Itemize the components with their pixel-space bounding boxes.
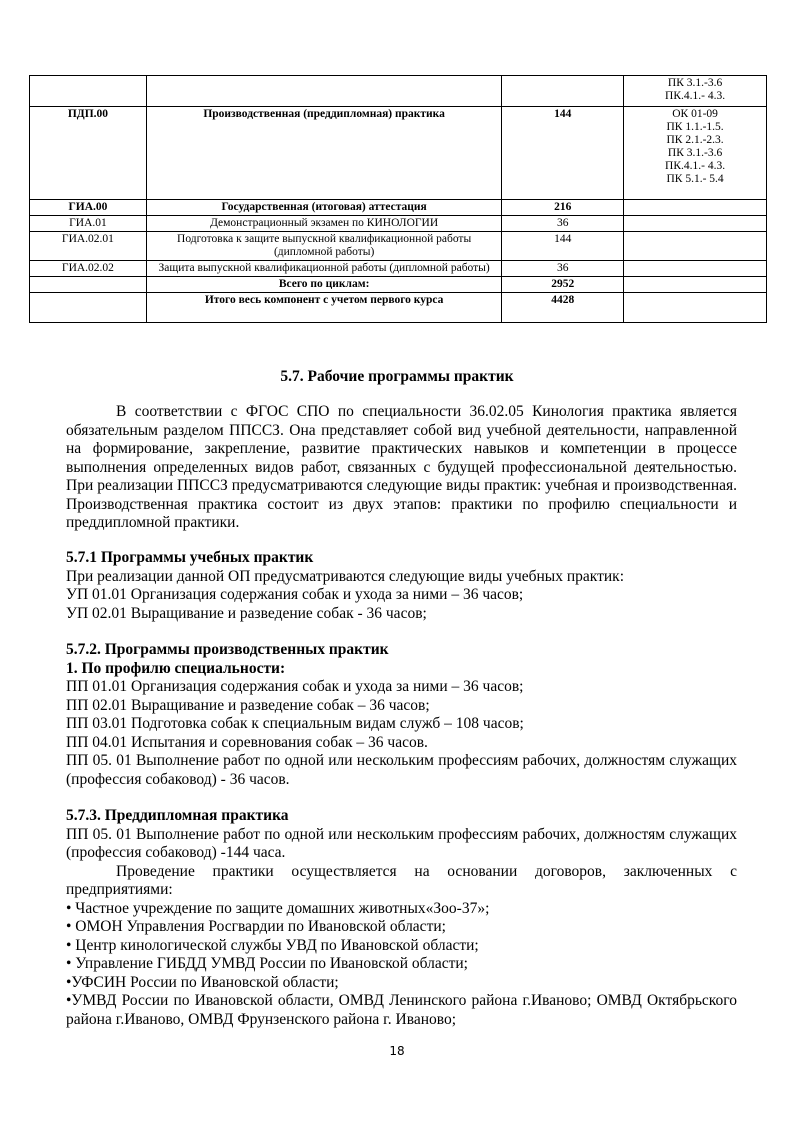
row-hours: 2952 xyxy=(502,277,624,293)
row-name: Подготовка к защите выпускной квалификационной работы (дипломной работы) xyxy=(146,232,501,261)
row-name: Итого весь компонент с учетом первого курса xyxy=(146,293,501,323)
row-competencies xyxy=(624,232,767,261)
subsection-title: 5.7.3. Преддипломная практика xyxy=(66,807,289,824)
list-item: •УФСИН России по Ивановской области; xyxy=(66,973,339,991)
table-row xyxy=(30,107,767,200)
curriculum-table xyxy=(29,75,767,323)
page-number: 18 xyxy=(389,1044,405,1058)
row-competencies xyxy=(624,216,767,232)
row-code xyxy=(30,293,147,323)
row-code: ГИА.01 xyxy=(30,216,147,232)
row-competencies xyxy=(624,277,767,293)
table-row xyxy=(30,261,767,277)
row-hours xyxy=(502,76,624,107)
row-code: ГИА.02.01 xyxy=(30,232,147,261)
row-name: Демонстрационный экзамен по КИНОЛОГИИ xyxy=(146,216,501,232)
row-competencies xyxy=(624,293,767,323)
row-competencies xyxy=(624,261,767,277)
subsection-subtitle: 1. По профилю специальности: xyxy=(66,659,286,677)
section-5-7-3 xyxy=(66,807,737,1029)
list-item: УП 02.01 Выращивание и разведение собак - 36 часов; xyxy=(66,604,427,622)
list-item: • Частное учреждение по защите домашних животных«Зоо-37»; xyxy=(66,899,490,917)
paragraph: ПП 05. 01 Выполнение работ по одной или нескольким профессиям рабочих, должностям служащих (профессия собаковод) -144 часа. xyxy=(66,825,737,861)
row-hours: 216 xyxy=(502,200,624,216)
list-item: • Управление ГИБДД УМВД России по Ивановской области; xyxy=(66,955,468,972)
subsection-title: 5.7.1 Программы учебных практик xyxy=(66,549,314,566)
table-row xyxy=(30,76,767,107)
list-item: ПП 05. 01 Выполнение работ по одной или нескольким профессиям рабочих, должностям служащих (профессия собаковод) - 36 часов. xyxy=(66,752,737,788)
list-item: ПП 02.01 Выращивание и разведение собак – 36 часов; xyxy=(66,696,430,714)
row-hours: 36 xyxy=(502,216,624,232)
table-row xyxy=(30,293,767,323)
intro-paragraph: В соответствии с ФГОС СПО по специальности 36.02.05 Кинология практика является обязательным разделом ППССЗ. Она представляет собой вид учебной деятельности, направленной на формирование, закрепление, развитие практических навыков и компетенции в процессе выполнения определенных видов работ, связанных с будущей профессиональной деятельностью. При реализации ППССЗ предусматриваются следующие виды практик: учебная и производственная. Производственная практика состоит из двух этапов: практики по профилю специальности и преддипломной практики. xyxy=(66,403,737,531)
row-code xyxy=(30,76,147,107)
section-5-7-2 xyxy=(66,641,737,789)
section-5-7-1 xyxy=(66,549,737,623)
list-item: ПП 04.01 Испытания и соревнования собак – 36 часов. xyxy=(66,733,428,751)
row-code xyxy=(30,277,147,293)
list-item: • ОМОН Управления Росгвардии по Ивановской области; xyxy=(66,918,446,935)
row-hours: 144 xyxy=(502,107,624,200)
list-item: УП 01.01 Организация содержания собак и ухода за ними – 36 часов; xyxy=(66,586,524,603)
row-competencies xyxy=(624,200,767,216)
table-row xyxy=(30,277,767,293)
row-hours: 4428 xyxy=(502,293,624,323)
list-item: ПП 03.01 Подготовка собак к специальным видам служб – 108 часов; xyxy=(66,715,524,732)
table-row xyxy=(30,232,767,261)
row-name xyxy=(146,76,501,107)
section-title: 5.7. Рабочие программы практик xyxy=(280,368,514,385)
paragraph: Проведение практики осуществляется на основании договоров, заключенных с предприятиями: xyxy=(66,862,737,898)
intro-block xyxy=(66,403,737,533)
row-name: Защита выпускной квалификационной работы (дипломной работы) xyxy=(146,261,501,277)
list-item: • Центр кинологической службы УВД по Ивановской области; xyxy=(66,936,479,954)
row-name: Производственная (преддипломная) практика xyxy=(146,107,501,200)
row-hours: 144 xyxy=(502,232,624,261)
list-item: При реализации данной ОП предусматриваются следующие виды учебных практик: xyxy=(66,567,624,585)
table-row xyxy=(30,216,767,232)
row-code: ПДП.00 xyxy=(30,107,147,200)
list-item: ПП 01.01 Организация содержания собак и ухода за ними – 36 часов; xyxy=(66,678,524,695)
row-hours: 36 xyxy=(502,261,624,277)
row-code: ГИА.02.02 xyxy=(30,261,147,277)
list-item: •УМВД России по Ивановской области, ОМВД Ленинского района г.Иваново; ОМВД Октябрьского района г.Иваново, ОМВД Фрунзенского района г. Иваново; xyxy=(66,992,737,1028)
subsection-title: 5.7.2. Программы производственных практик xyxy=(66,641,389,658)
row-code: ГИА.00 xyxy=(30,200,147,216)
table-row xyxy=(30,200,767,216)
row-name: Государственная (итоговая) аттестация xyxy=(146,200,501,216)
row-competencies: ОК 01-09 ПК 1.1.-1.5. ПК 2.1.-2.3. ПК 3.1.-3.6 ПК.4.1.- 4.3. ПК 5.1.- 5.4 xyxy=(624,107,767,200)
row-name: Всего по циклам: xyxy=(146,277,501,293)
row-competencies: ПК 3.1.-3.6 ПК.4.1.- 4.3. xyxy=(624,76,767,107)
